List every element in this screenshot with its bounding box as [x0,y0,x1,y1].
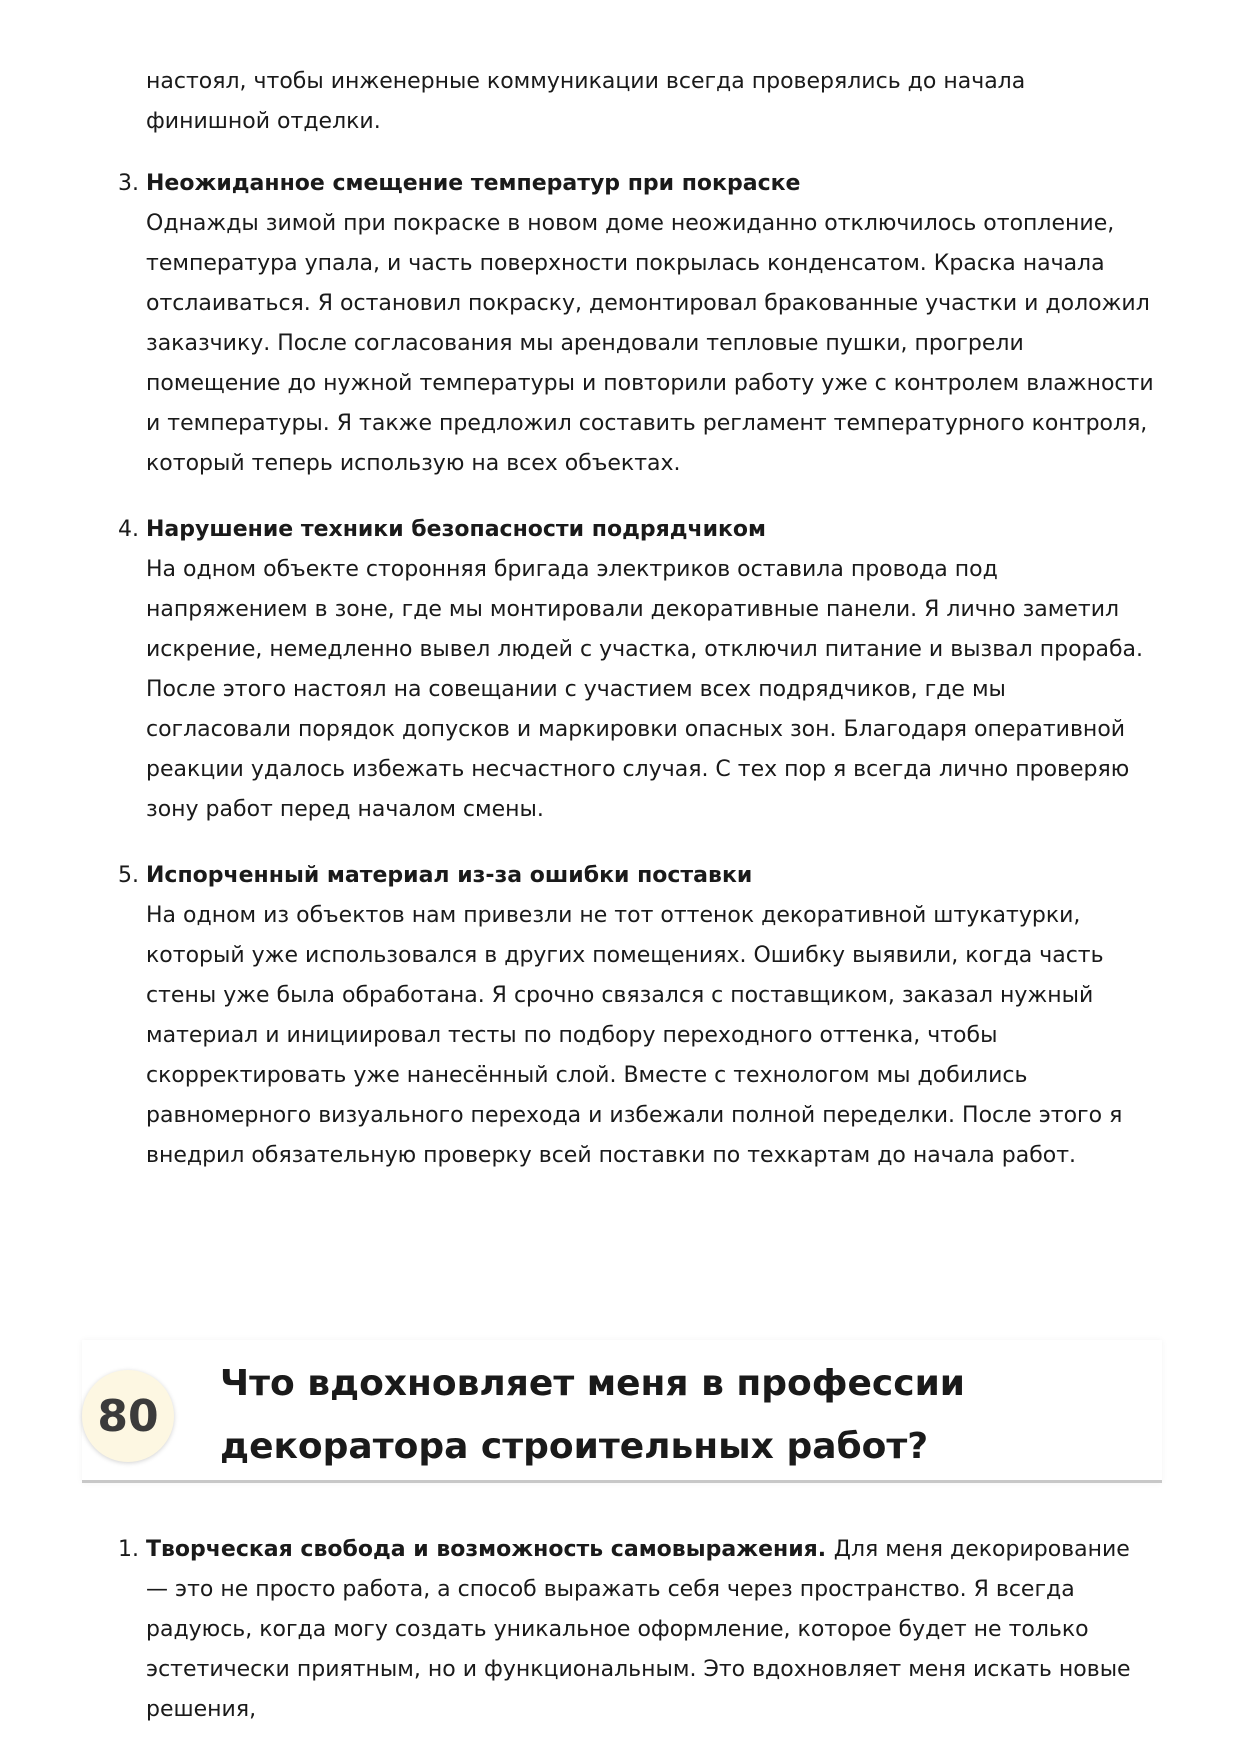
item-title: Испорченный материал из-за ошибки поставки [146,863,753,888]
list-item [118,164,1156,484]
item-number: 3. [118,171,139,196]
item-title: Нарушение техники безопасности подрядчиком [146,517,767,542]
section-title: Что вдохновляет меня в профессии декоратора строительных работ? [220,1363,966,1467]
section-header [82,1340,1162,1483]
list-item [118,510,1156,830]
item-number: 1. [118,1537,139,1562]
item-text: Для меня декорирование — это не просто работа, а способ выражать себя через пространство. Я всегда радуюсь, когда могу создать уникальное оформление, которое будет не только эстетически приятным, но и функциональным. Это вдохновляет меня искать новые решения, [146,1537,1131,1722]
item-title: Творческая свобода и возможность самовыражения. [146,1537,834,1562]
item-text: На одном из объектов нам привезли не тот оттенок декоративной штукатурки, который уже использовался в других помещениях. Ошибку выявили, когда часть стены уже была обработана. Я срочно связался с поставщиком, заказал нужный материал и инициировал тесты по подбору переходного оттенка, чтобы скорректировать уже нанесённый слой. Вместе с технологом мы добились равномерного визуального перехода и избежали полной переделки. После этого я внедрил обязательную проверку всей поставки по техкартам до начала работ. [146,903,1123,1168]
item-title: Неожиданное смещение температур при покраске [146,171,801,196]
inspiration-list [118,1530,1156,1756]
section-number-badge: 80 [82,1370,174,1462]
list-item [118,856,1156,1176]
item-number: 5. [118,863,139,888]
challenges-list [118,164,1156,1202]
intro-paragraph: настоял, чтобы инженерные коммуникации всегда проверялись до начала финишной отделки. [146,69,1026,134]
item-text: Однажды зимой при покраске в новом доме неожиданно отключилось отопление, температура упала, и часть поверхности покрылась конденсатом. Краска начала отслаиваться. Я остановил покраску, демонтировал бракованные участки и доложил заказчику. После согласования мы арендовали тепловые пушки, прогрели помещение до нужной температуры и повторили работу уже с контролем влажности и температуры. Я также предложил составить регламент температурного контроля, который теперь использую на всех объектах. [146,211,1154,476]
item-number: 4. [118,517,139,542]
item-text: На одном объекте сторонняя бригада электриков оставила провода под напряжением в зоне, где мы монтировали декоративные панели. Я лично заметил искрение, немедленно вывел людей с участка, отключил питание и вызвал прораба. После этого настоял на совещании с участием всех подрядчиков, где мы согласовали порядок допусков и маркировки опасных зон. Благодаря оперативной реакции удалось избежать несчастного случая. С тех пор я всегда лично проверяю зону работ перед началом смены. [146,557,1144,822]
list-item [118,1530,1156,1730]
